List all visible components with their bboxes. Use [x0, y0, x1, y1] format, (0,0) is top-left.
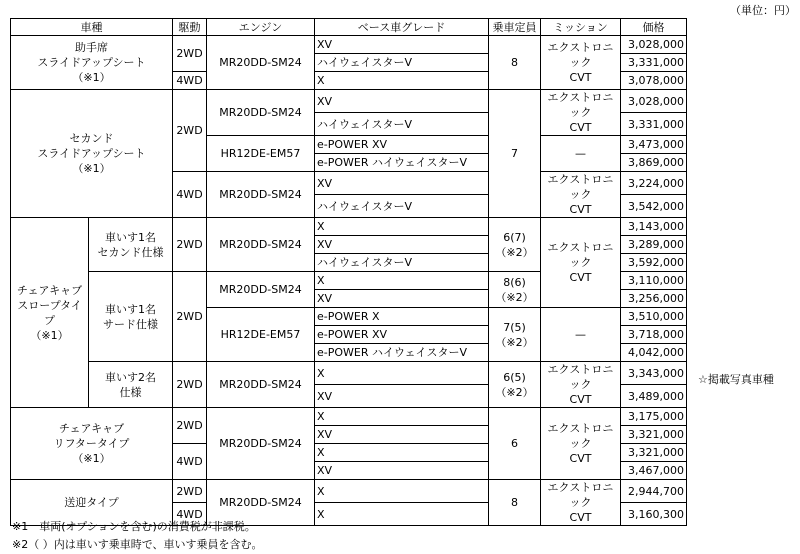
grade-cell: XV	[315, 385, 489, 408]
price-cell: 3,160,300	[621, 503, 687, 526]
capacity-cell: 8	[489, 480, 541, 526]
header-mission: ミッション	[541, 19, 621, 36]
grade-cell: ハイウェイスターV	[315, 54, 489, 72]
table-row	[11, 90, 687, 113]
price-cell: 3,592,000	[621, 254, 687, 272]
engine-cell: MR20DD-SM24	[207, 480, 315, 526]
mission-cell: —	[541, 136, 621, 172]
grade-cell: e-POWER X	[315, 308, 489, 326]
price-cell: 3,321,000	[621, 426, 687, 444]
engine-cell: MR20DD-SM24	[207, 36, 315, 90]
drive-cell: 4WD	[173, 172, 207, 218]
table-row	[11, 480, 687, 503]
grade-cell: X	[315, 444, 489, 462]
grade-cell: XV	[315, 172, 489, 195]
footnote-2: ※2（ ）内は車いす乗車時で、車いす乗員を含む。	[12, 538, 263, 551]
price-cell: 3,869,000	[621, 154, 687, 172]
engine-cell: MR20DD-SM24	[207, 172, 315, 218]
mission-cell: —	[541, 308, 621, 362]
grade-cell: X	[315, 503, 489, 526]
price-cell: 3,718,000	[621, 326, 687, 344]
price-cell: 2,944,700	[621, 480, 687, 503]
table-row	[11, 218, 687, 236]
engine-cell: MR20DD-SM24	[207, 272, 315, 308]
price-cell: 3,143,000	[621, 218, 687, 236]
drive-cell: 2WD	[173, 36, 207, 72]
submodel-cell: 車いす1名 セカンド仕様	[89, 218, 173, 272]
price-table	[10, 18, 687, 526]
capacity-cell: 6(7) （※2）	[489, 218, 541, 272]
grade-cell: ハイウェイスターV	[315, 254, 489, 272]
price-cell: 3,224,000	[621, 172, 687, 195]
grade-cell: X	[315, 272, 489, 290]
grade-cell: e-POWER XV	[315, 326, 489, 344]
grade-cell: X	[315, 362, 489, 385]
price-cell: 4,042,000	[621, 344, 687, 362]
engine-cell: HR12DE-EM57	[207, 136, 315, 172]
price-cell: 3,028,000	[621, 36, 687, 54]
grade-cell: XV	[315, 290, 489, 308]
price-cell: 3,331,000	[621, 54, 687, 72]
table-row	[11, 362, 687, 385]
drive-cell: 4WD	[173, 444, 207, 480]
drive-cell: 2WD	[173, 362, 207, 408]
footnote-1: ※1 車両(オプションを含む)の消費税が非課税。	[12, 520, 256, 533]
price-cell: 3,343,000	[621, 362, 687, 385]
engine-cell: MR20DD-SM24	[207, 408, 315, 480]
price-cell: 3,078,000	[621, 72, 687, 90]
mission-cell: エクストロニック CVT	[541, 36, 621, 90]
grade-cell: e-POWER ハイウェイスターV	[315, 154, 489, 172]
header-model: 車種	[11, 19, 173, 36]
table-row	[11, 408, 687, 426]
capacity-cell: 6(5) （※2）	[489, 362, 541, 408]
grade-cell: X	[315, 408, 489, 426]
engine-cell: HR12DE-EM57	[207, 308, 315, 362]
mission-cell: エクストロニック CVT	[541, 362, 621, 408]
header-drive: 駆動	[173, 19, 207, 36]
mission-cell: エクストロニック CVT	[541, 480, 621, 526]
header-price: 価格	[621, 19, 687, 36]
price-cell: 3,289,000	[621, 236, 687, 254]
model-cell: 送迎タイプ	[11, 480, 173, 526]
unit-label: （単位：円）	[730, 4, 796, 17]
model-cell: チェアキャブ スロープタイプ （※1）	[11, 218, 89, 408]
table-row	[11, 36, 687, 54]
grade-cell: XV	[315, 462, 489, 480]
capacity-cell: 8(6) （※2）	[489, 272, 541, 308]
drive-cell: 2WD	[173, 90, 207, 172]
grade-cell: X	[315, 480, 489, 503]
price-cell: 3,473,000	[621, 136, 687, 154]
drive-cell: 2WD	[173, 408, 207, 444]
price-cell: 3,321,000	[621, 444, 687, 462]
price-cell: 3,110,000	[621, 272, 687, 290]
capacity-cell: 7(5) （※2）	[489, 308, 541, 362]
photo-model-note: ☆掲載写真車種	[698, 373, 774, 386]
model-cell: セカンド スライドアップシート （※1）	[11, 90, 173, 218]
drive-cell: 2WD	[173, 480, 207, 503]
grade-cell: e-POWER XV	[315, 136, 489, 154]
mission-cell: エクストロニック CVT	[541, 408, 621, 480]
drive-cell: 2WD	[173, 218, 207, 272]
price-cell: 3,331,000	[621, 113, 687, 136]
price-cell: 3,028,000	[621, 90, 687, 113]
price-cell: 3,256,000	[621, 290, 687, 308]
submodel-cell: 車いす1名 サード仕様	[89, 272, 173, 362]
grade-cell: X	[315, 72, 489, 90]
grade-cell: XV	[315, 90, 489, 113]
engine-cell: MR20DD-SM24	[207, 90, 315, 136]
model-cell: 助手席 スライドアップシート （※1）	[11, 36, 173, 90]
price-cell: 3,175,000	[621, 408, 687, 426]
model-cell: チェアキャブ リフタータイプ （※1）	[11, 408, 173, 480]
header-capacity: 乗車定員	[489, 19, 541, 36]
mission-cell: エクストロニック CVT	[541, 218, 621, 308]
table-header-row	[11, 19, 687, 36]
price-cell: 3,510,000	[621, 308, 687, 326]
engine-cell: MR20DD-SM24	[207, 218, 315, 272]
header-engine: エンジン	[207, 19, 315, 36]
price-cell: 3,542,000	[621, 195, 687, 218]
engine-cell: MR20DD-SM24	[207, 362, 315, 408]
capacity-cell: 8	[489, 36, 541, 90]
drive-cell: 4WD	[173, 503, 207, 526]
capacity-cell: 6	[489, 408, 541, 480]
price-cell: 3,467,000	[621, 462, 687, 480]
drive-cell: 4WD	[173, 72, 207, 90]
grade-cell: X	[315, 218, 489, 236]
mission-cell: エクストロニック CVT	[541, 90, 621, 136]
grade-cell: e-POWER ハイウェイスターV	[315, 344, 489, 362]
grade-cell: ハイウェイスターV	[315, 195, 489, 218]
capacity-cell: 7	[489, 90, 541, 218]
grade-cell: XV	[315, 236, 489, 254]
grade-cell: XV	[315, 426, 489, 444]
drive-cell: 2WD	[173, 272, 207, 362]
header-grade: ベース車グレード	[315, 19, 489, 36]
price-cell: 3,489,000	[621, 385, 687, 408]
grade-cell: XV	[315, 36, 489, 54]
grade-cell: ハイウェイスターV	[315, 113, 489, 136]
submodel-cell: 車いす2名 仕様	[89, 362, 173, 408]
mission-cell: エクストロニック CVT	[541, 172, 621, 218]
